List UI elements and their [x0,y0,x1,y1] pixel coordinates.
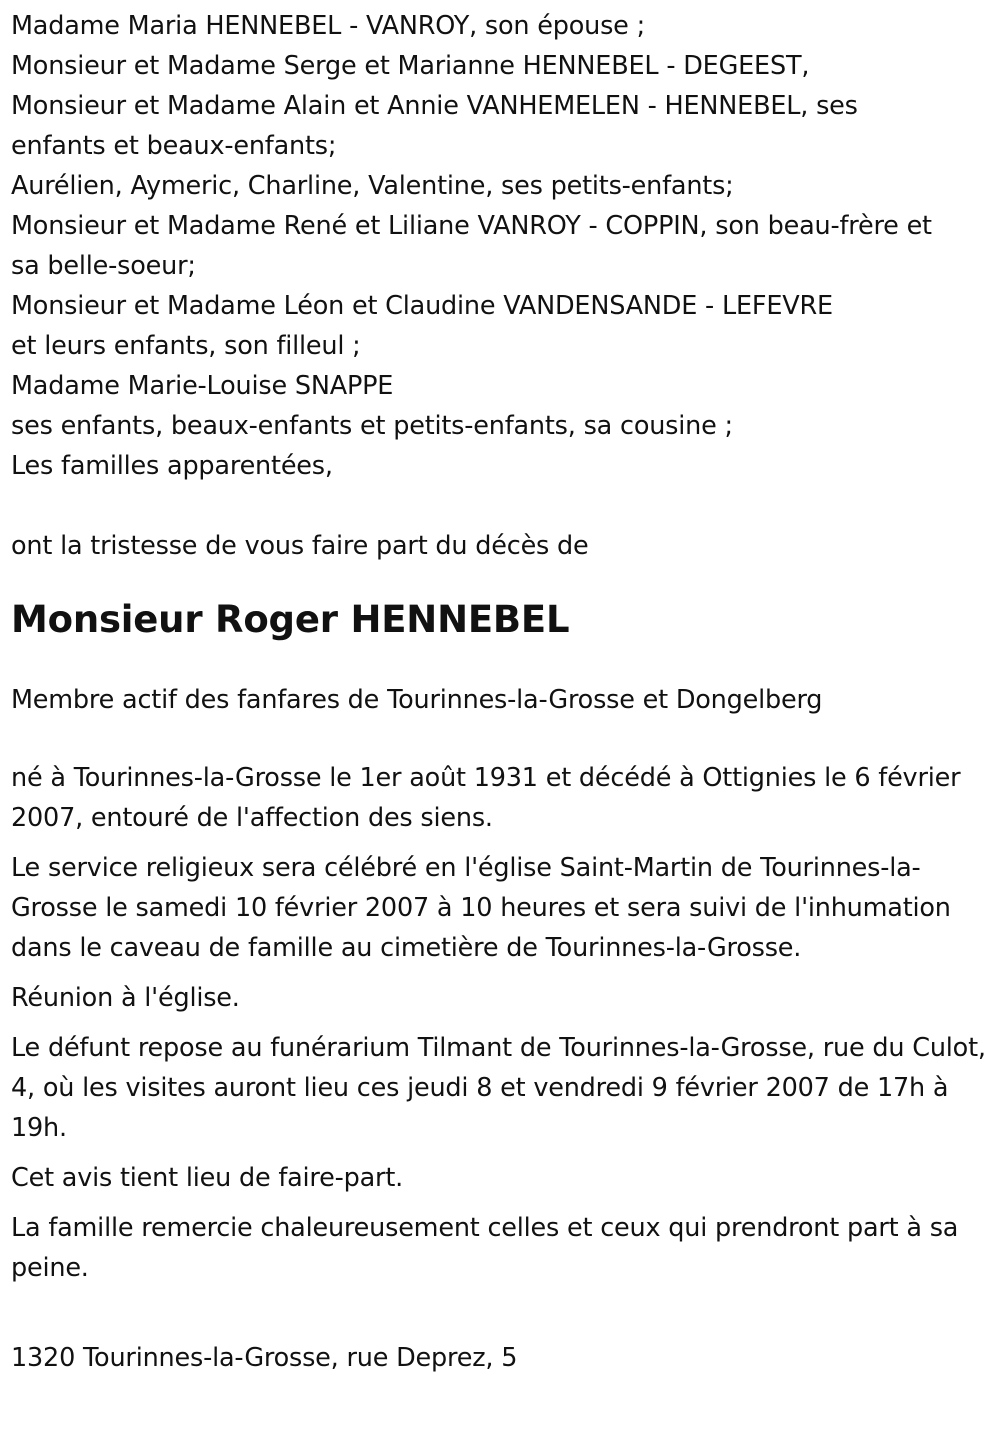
thanks-paragraph: La famille remercie chaleureusement celles et ceux qui prendront part à sa peine. [11,1213,959,1283]
birth-death-paragraph: né à Tourinnes-la-Grosse le 1er août 1931 et décédé à Ottignies le 6 février 2007, entouré de l'affection des siens. [11,763,961,833]
family-line: Monsieur et Madame Alain et Annie VANHEMELEN - HENNEBEL, ses [11,91,858,121]
family-line: Madame Maria HENNEBEL - VANROY, son épouse ; [11,11,645,41]
family-line: ses enfants, beaux-enfants et petits-enfants, sa cousine ; [11,411,733,441]
funerarium-paragraph: Le défunt repose au funérarium Tilmant de Tourinnes-la-Grosse, rue du Culot, 4, où les visites auront lieu ces jeudi 8 et vendredi 9 février 2007 de 17h à 19h. [11,1033,986,1143]
family-line: Monsieur et Madame Serge et Marianne HENNEBEL - DEGEEST, [11,51,810,81]
notice-paragraph: Cet avis tient lieu de faire-part. [11,1163,404,1193]
announcement-text: ont la tristesse de vous faire part du décès de [11,531,589,561]
funeral-service-paragraph: Le service religieux sera célébré en l'église Saint-Martin de Tourinnes-la-Grosse le samedi 10 février 2007 à 10 heures et sera suivi de l'inhumation dans le caveau de famille au cimetière de Tourinnes-la-Grosse. [11,853,951,963]
family-line: Monsieur et Madame Léon et Claudine VANDENSANDE - LEFEVRE [11,291,833,321]
deceased-role: Membre actif des fanfares de Tourinnes-la-Grosse et Dongelberg [11,685,823,715]
family-line: Monsieur et Madame René et Liliane VANROY - COPPIN, son beau-frère et [11,211,932,241]
family-list [11,6,995,486]
family-line: Les familles apparentées, [11,451,333,481]
family-line: et leurs enfants, son filleul ; [11,331,361,361]
family-line: enfants et beaux-enfants; [11,131,337,161]
family-line: Madame Marie-Louise SNAPPE [11,371,394,401]
deceased-name: Monsieur Roger HENNEBEL [11,598,570,641]
reunion-paragraph: Réunion à l'église. [11,983,240,1013]
address-line: 1320 Tourinnes-la-Grosse, rue Deprez, 5 [11,1343,518,1373]
obituary-notice [11,6,995,1378]
family-line: Aurélien, Aymeric, Charline, Valentine, ses petits-enfants; [11,171,734,201]
family-line: sa belle-soeur; [11,251,196,281]
